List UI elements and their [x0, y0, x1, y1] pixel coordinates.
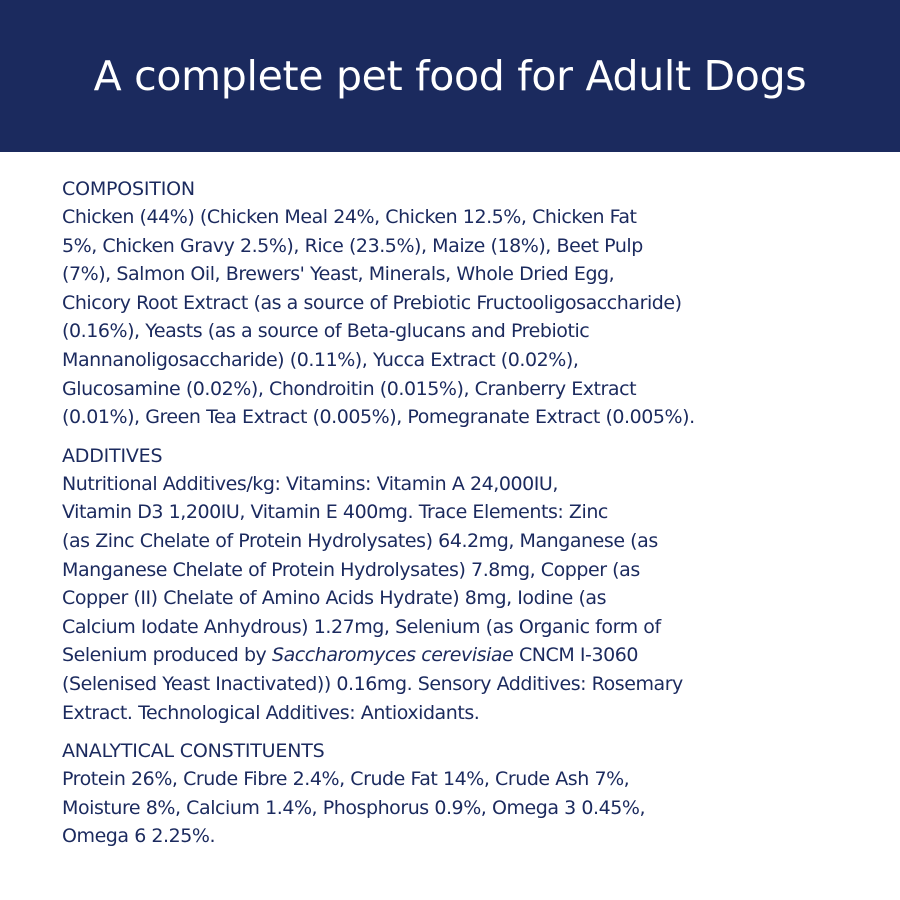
additives-line-text: CNCM I-3060	[513, 644, 639, 667]
additives-line: (as Zinc Chelate of Protein Hydrolysates) 64.2mg, Manganese (as	[62, 529, 658, 552]
additives-line: Copper (II) Chelate of Amino Acids Hydrate) 8mg, Iodine (as	[62, 587, 607, 610]
additives-line: (Selenised Yeast Inactivated)) 0.16mg. Sensory Additives: Rosemary	[62, 672, 683, 695]
additives-section	[62, 442, 822, 727]
composition-line: (7%), Salmon Oil, Brewers' Yeast, Minerals, Whole Dried Egg,	[62, 263, 615, 286]
additives-line: Extract. Technological Additives: Antioxidants.	[62, 701, 480, 724]
analytical-line: Protein 26%, Crude Fibre 2.4%, Crude Fat 14%, Crude Ash 7%,	[62, 768, 630, 791]
analytical-text	[62, 765, 822, 851]
composition-section	[62, 175, 822, 432]
analytical-section	[62, 737, 822, 851]
analytical-heading: ANALYTICAL CONSTITUENTS	[62, 740, 325, 763]
composition-line: Chicken (44%) (Chicken Meal 24%, Chicken 12.5%, Chicken Fat	[62, 206, 637, 228]
additives-line: Vitamin D3 1,200IU, Vitamin E 400mg. Trace Elements: Zinc	[62, 501, 608, 524]
additives-text	[62, 470, 822, 727]
composition-line: 5%, Chicken Gravy 2.5%), Rice (23.5%), Maize (18%), Beet Pulp	[62, 234, 643, 257]
additives-line: Calcium Iodate Anhydrous) 1.27mg, Selenium (as Organic form of	[62, 615, 661, 638]
composition-line: Glucosamine (0.02%), Chondroitin (0.015%), Cranberry Extract	[62, 377, 637, 400]
analytical-line: Omega 6 2.25%.	[62, 825, 216, 848]
header-banner	[0, 0, 900, 152]
composition-heading: COMPOSITION	[62, 178, 195, 200]
composition-line: (0.01%), Green Tea Extract (0.005%), Pomegranate Extract (0.005%).	[62, 406, 695, 429]
composition-line: (0.16%), Yeasts (as a source of Beta-glucans and Prebiotic	[62, 320, 590, 343]
species-name: Saccharomyces cerevisiae	[271, 644, 514, 667]
page-title: A complete pet food for Adult Dogs	[93, 52, 807, 100]
additives-line: Manganese Chelate of Protein Hydrolysates) 7.8mg, Copper (as	[62, 558, 640, 581]
additives-heading: ADDITIVES	[62, 444, 163, 467]
additives-line-text: Selenium produced by	[62, 644, 272, 667]
additives-line: Nutritional Additives/kg: Vitamins: Vitamin A 24,000IU,	[62, 472, 558, 495]
composition-line: Mannanoligosaccharide) (0.11%), Yucca Extract (0.02%),	[62, 348, 579, 371]
additives-line	[62, 641, 822, 670]
composition-line: Chicory Root Extract (as a source of Prebiotic Fructooligosaccharide)	[62, 291, 682, 314]
analytical-line: Moisture 8%, Calcium 1.4%, Phosphorus 0.9%, Omega 3 0.45%,	[62, 796, 646, 819]
composition-text	[62, 203, 822, 432]
product-info	[62, 175, 822, 861]
